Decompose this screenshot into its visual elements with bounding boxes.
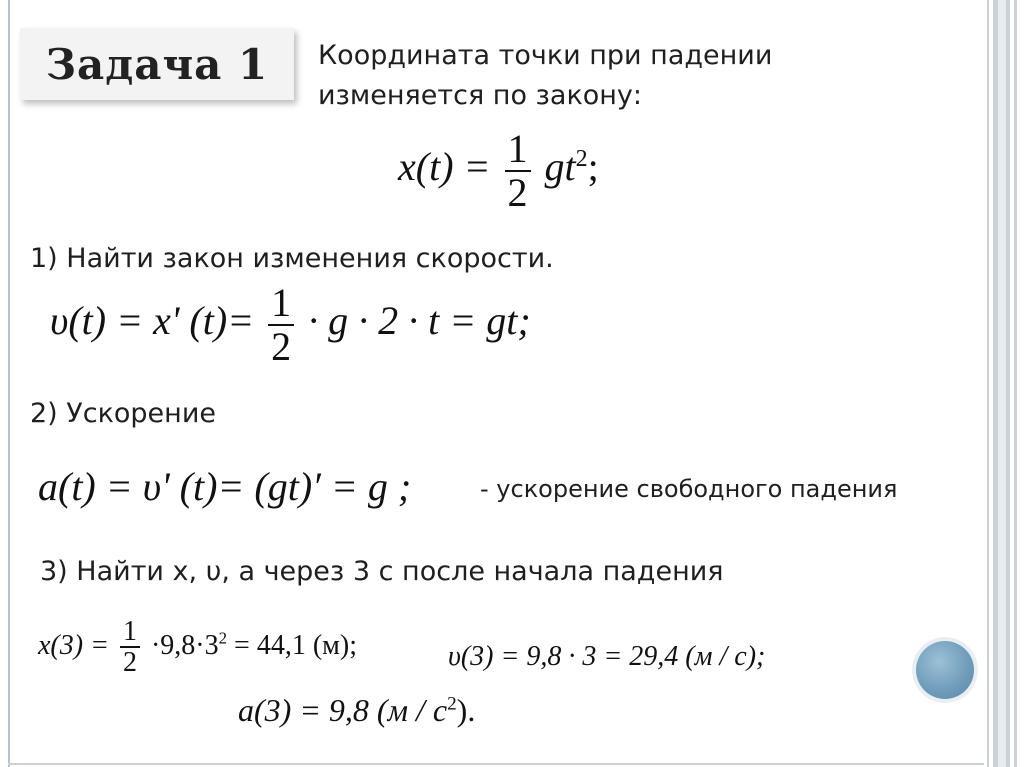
acceleration-note: - ускорение свободного падения bbox=[480, 475, 898, 503]
formula-x-lhs: x(t) = bbox=[398, 144, 491, 190]
velocity-rhs: · g · 2 · t = gt; bbox=[308, 298, 531, 344]
formula-acceleration: a(t) = υ' (t)= (gt)′ = g ; bbox=[38, 464, 412, 509]
step2-text: 2) Ускорение bbox=[30, 398, 216, 429]
intro-line-2: изменяется по закону: bbox=[318, 80, 642, 111]
formula-position bbox=[398, 128, 599, 214]
formula-x3 bbox=[38, 617, 357, 678]
velocity-fraction bbox=[268, 282, 294, 368]
formula-x-fraction bbox=[505, 128, 531, 214]
formula-x-denominator: 2 bbox=[507, 170, 528, 215]
decorative-circle bbox=[916, 641, 974, 699]
velocity-numerator: 1 bbox=[268, 282, 294, 326]
formula-v3: υ(3) = 9,8 · 3 = 29,4 (м / с); bbox=[448, 641, 766, 672]
x3-exponent: 2 bbox=[218, 628, 228, 648]
formula-x-exponent: 2 bbox=[575, 145, 588, 172]
formula-a3 bbox=[238, 692, 475, 729]
left-border bbox=[8, 0, 10, 767]
formula-x-rhs: gt bbox=[544, 144, 576, 190]
step1-text: 1) Найти закон изменения скорости. bbox=[30, 243, 554, 274]
a3-main: a(3) = 9,8 (м / с bbox=[238, 692, 448, 728]
x3-denominator: 2 bbox=[122, 647, 137, 679]
x3-tail: = 44,1 (м); bbox=[234, 629, 357, 661]
title-box bbox=[20, 28, 294, 100]
step3-text: 3) Найти x, υ, a через 3 с после начала падения bbox=[40, 556, 724, 587]
bottom-border bbox=[8, 763, 984, 765]
formula-x-tail: ; bbox=[587, 144, 599, 190]
velocity-lhs: υ(t) = x' (t)= bbox=[50, 298, 255, 344]
a3-tail: ). bbox=[456, 692, 476, 728]
right-decorative-stripes bbox=[984, 0, 1024, 767]
velocity-denominator: 2 bbox=[271, 324, 292, 369]
x3-fraction bbox=[120, 617, 140, 678]
formula-velocity bbox=[50, 282, 531, 368]
x3-rhs: ·9,8·3 bbox=[150, 629, 219, 661]
a3-exponent: 2 bbox=[447, 693, 457, 715]
x3-lhs: x(3) = bbox=[38, 629, 109, 661]
x3-numerator: 1 bbox=[120, 617, 140, 648]
formula-x-numerator: 1 bbox=[505, 128, 531, 172]
intro-line-1: Координата точки при падении bbox=[318, 40, 773, 71]
slide-title: Задача 1 bbox=[45, 39, 269, 89]
